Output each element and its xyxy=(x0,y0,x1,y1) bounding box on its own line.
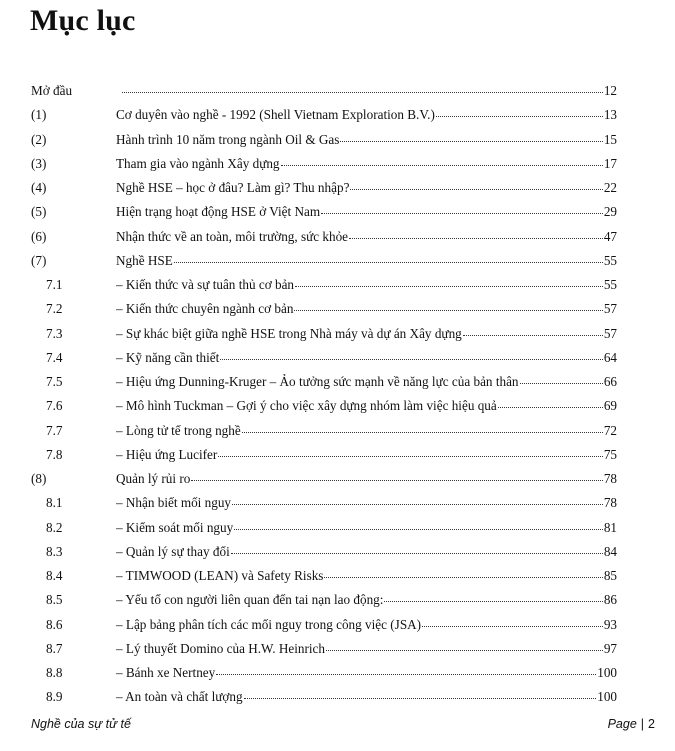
toc-entry xyxy=(121,80,617,102)
toc-entry xyxy=(116,129,617,151)
toc-page-number: 78 xyxy=(603,495,617,511)
toc-dot-leader xyxy=(232,504,603,505)
toc-row[interactable] xyxy=(0,274,675,296)
toc-entry xyxy=(116,686,617,708)
toc-number: 7.1 xyxy=(46,277,63,292)
toc-number: 8.4 xyxy=(46,568,63,583)
toc-page-number: 47 xyxy=(603,228,617,244)
toc-dot-leader xyxy=(326,650,603,651)
toc-page-number: 22 xyxy=(603,180,617,195)
toc-page-number: 15 xyxy=(603,131,617,147)
toc-number: (1) xyxy=(31,107,47,123)
toc-label: Hiện trạng hoạt động HSE ở Việt Nam xyxy=(116,204,321,220)
toc-number: (2) xyxy=(31,131,47,147)
toc-page-number: 84 xyxy=(603,543,617,559)
toc-number: (4) xyxy=(31,180,47,195)
toc-label: – Mô hình Tuckman – Gợi ý cho việc xây dựng nhóm làm việc hiệu quả xyxy=(116,398,497,414)
toc-label: – Nhận biết mối nguy xyxy=(116,495,232,511)
toc-label: Nghề HSE – học ở đâu? Làm gì? Thu nhập? xyxy=(116,180,350,195)
toc-number: 7.7 xyxy=(46,422,63,438)
toc-dot-leader xyxy=(216,674,596,675)
toc-entry xyxy=(116,589,617,611)
toc-dot-leader xyxy=(244,698,597,699)
toc-dot-leader xyxy=(349,238,603,239)
toc-row[interactable] xyxy=(0,80,675,102)
toc-page-number: 12 xyxy=(603,83,617,98)
toc-entry xyxy=(116,371,617,393)
toc-page-number: 57 xyxy=(603,325,617,341)
toc-dot-leader xyxy=(191,480,602,481)
toc-row[interactable] xyxy=(0,589,675,611)
toc-row[interactable] xyxy=(0,541,675,563)
toc-label: Nhận thức về an toàn, môi trường, sức khỏe xyxy=(116,228,349,244)
toc-number: 8.7 xyxy=(46,640,63,656)
toc-label: Quản lý rủi ro xyxy=(116,471,191,486)
toc-label: – Lập bảng phân tích các mối nguy trong công việc (JSA) xyxy=(116,616,422,632)
toc-label: Hành trình 10 năm trong ngành Oil & Gas xyxy=(116,131,340,147)
toc-row[interactable] xyxy=(0,468,675,490)
toc-entry xyxy=(116,274,617,296)
toc-number: 8.2 xyxy=(46,519,63,535)
toc-number: (7) xyxy=(31,252,47,268)
toc-page-number: 13 xyxy=(603,107,617,123)
toc-row[interactable] xyxy=(0,153,675,175)
toc-dot-leader xyxy=(324,577,602,578)
toc-number: (6) xyxy=(31,228,47,244)
toc-label: – Kiến thức và sự tuân thủ cơ bản xyxy=(116,277,295,292)
toc-entry xyxy=(116,201,617,223)
toc-dot-leader xyxy=(520,383,603,384)
toc-entry xyxy=(116,541,617,563)
toc-entry xyxy=(116,226,617,248)
toc-label: – Quản lý sự thay đổi xyxy=(116,543,230,559)
toc-label: Cơ duyên vào nghề - 1992 (Shell Vietnam Exploration B.V.) xyxy=(116,107,435,123)
toc-entry xyxy=(116,104,617,126)
toc-row[interactable] xyxy=(0,371,675,393)
toc-page-number: 78 xyxy=(603,471,617,486)
toc-page-number: 64 xyxy=(603,349,617,365)
toc-dot-leader xyxy=(350,189,602,190)
toc-row[interactable] xyxy=(0,323,675,345)
toc-label: – Lý thuyết Domino của H.W. Heinrich xyxy=(116,640,326,656)
toc-page-number: 100 xyxy=(597,665,617,680)
toc-row[interactable] xyxy=(0,250,675,272)
toc-dot-leader xyxy=(218,456,603,457)
toc-entry xyxy=(116,347,617,369)
toc-dot-leader xyxy=(242,432,603,433)
toc-number: 8.5 xyxy=(46,592,63,608)
toc-dot-leader xyxy=(174,262,603,263)
toc-row[interactable] xyxy=(0,565,675,587)
toc-page-number: 29 xyxy=(603,204,617,220)
toc-entry xyxy=(116,298,617,320)
toc-entry xyxy=(116,395,617,417)
toc-entry xyxy=(116,323,617,345)
toc-number: 8.6 xyxy=(46,616,63,632)
toc-row[interactable] xyxy=(0,638,675,660)
toc-label: Tham gia vào ngành Xây dựng xyxy=(116,155,280,171)
toc-page-number: 93 xyxy=(603,616,617,632)
toc-row[interactable] xyxy=(0,444,675,466)
toc-dot-leader xyxy=(220,359,603,360)
toc-dot-leader xyxy=(231,553,603,554)
toc-page-number: 86 xyxy=(603,592,617,608)
footer-page-number: 2 xyxy=(648,717,655,731)
toc-page-number: 75 xyxy=(603,446,617,462)
toc-page-number: 72 xyxy=(603,422,617,438)
toc-label: – Hiệu ứng Lucifer xyxy=(116,446,218,462)
toc-dot-leader xyxy=(281,165,603,166)
toc-row[interactable] xyxy=(0,177,675,199)
footer-separator: | xyxy=(640,717,645,731)
toc-entry xyxy=(116,420,617,442)
toc-number: (8) xyxy=(31,471,47,486)
toc-number: Mở đầu xyxy=(31,83,73,98)
toc-entry xyxy=(116,662,617,684)
toc-entry xyxy=(116,250,617,272)
toc-row[interactable] xyxy=(0,517,675,539)
toc-entry xyxy=(116,565,617,587)
toc-page-number: 55 xyxy=(603,277,617,292)
toc-entry xyxy=(116,444,617,466)
toc-dot-leader xyxy=(436,116,603,117)
toc-number: 8.3 xyxy=(46,543,63,559)
toc-page-number: 57 xyxy=(603,301,617,317)
toc-number: 7.5 xyxy=(46,374,63,389)
toc-dot-leader xyxy=(321,213,603,214)
toc-row[interactable] xyxy=(0,129,675,151)
toc-entry xyxy=(116,153,617,175)
toc-number: 7.6 xyxy=(46,398,63,414)
toc-page-number: 81 xyxy=(603,519,617,535)
toc-row[interactable] xyxy=(0,104,675,126)
toc-entry xyxy=(116,614,617,636)
toc-label: – Lòng tử tế trong nghề xyxy=(116,422,241,438)
toc-label: – Yếu tố con người liên quan đến tai nạn lao động: xyxy=(116,592,384,608)
toc-row[interactable] xyxy=(0,347,675,369)
toc-number: 7.3 xyxy=(46,325,63,341)
toc-row[interactable] xyxy=(0,201,675,223)
toc-row[interactable] xyxy=(0,614,675,636)
toc-label: – Kiến thức chuyên ngành cơ bản xyxy=(116,301,294,317)
page-title: Mục lục xyxy=(30,4,136,37)
toc-entry xyxy=(116,468,617,490)
toc-number: (3) xyxy=(31,155,47,171)
toc-number: 8.9 xyxy=(46,689,63,705)
toc-label: – Sự khác biệt giữa nghề HSE trong Nhà máy và dự án Xây dựng xyxy=(116,325,462,341)
toc-row[interactable] xyxy=(0,686,675,708)
toc-number: (5) xyxy=(31,204,47,220)
toc-page-number: 66 xyxy=(603,374,617,389)
toc-dot-leader xyxy=(122,92,603,93)
toc-dot-leader xyxy=(422,626,603,627)
toc-entry xyxy=(116,638,617,660)
footer-book-title: Nghề của sự tử tế xyxy=(31,717,131,731)
toc-label: – Bánh xe Nertney xyxy=(116,665,216,680)
toc-number: 8.8 xyxy=(46,665,63,680)
toc-entry xyxy=(116,517,617,539)
toc-number: 7.8 xyxy=(46,446,63,462)
toc-number: 8.1 xyxy=(46,495,63,511)
toc-dot-leader xyxy=(498,407,603,408)
toc-label: – An toàn và chất lượng xyxy=(116,689,243,705)
toc-row[interactable] xyxy=(0,420,675,442)
toc-page-number: 69 xyxy=(603,398,617,414)
toc-row[interactable] xyxy=(0,662,675,684)
toc-dot-leader xyxy=(463,335,603,336)
toc-row[interactable] xyxy=(0,226,675,248)
toc-label: – Kỹ năng cần thiết xyxy=(116,349,220,365)
toc-page-number: 97 xyxy=(603,640,617,656)
toc-number: 7.4 xyxy=(46,349,63,365)
toc-entry xyxy=(116,177,617,199)
toc-row[interactable] xyxy=(0,492,675,514)
toc-page-number: 17 xyxy=(603,155,617,171)
toc-label: Nghề HSE xyxy=(116,252,173,268)
toc-label: – TIMWOOD (LEAN) và Safety Risks xyxy=(116,568,324,583)
toc-dot-leader xyxy=(384,601,602,602)
toc-dot-leader xyxy=(295,286,603,287)
toc-label: – Hiệu ứng Dunning-Kruger – Ảo tưởng sức mạnh về năng lực của bản thân xyxy=(116,374,519,389)
toc-dot-leader xyxy=(234,529,603,530)
toc-page-number: 85 xyxy=(603,568,617,583)
toc-dot-leader xyxy=(294,310,602,311)
toc-entry xyxy=(116,492,617,514)
toc-page-number: 55 xyxy=(603,252,617,268)
toc-label: – Kiểm soát mối nguy xyxy=(116,519,234,535)
toc-number: 7.2 xyxy=(46,301,63,317)
toc-page-number: 100 xyxy=(597,689,617,705)
footer-page-label: Page xyxy=(607,717,637,731)
toc-row[interactable] xyxy=(0,298,675,320)
toc-row[interactable] xyxy=(0,395,675,417)
toc-dot-leader xyxy=(340,141,602,142)
footer-page-indicator xyxy=(608,717,655,731)
